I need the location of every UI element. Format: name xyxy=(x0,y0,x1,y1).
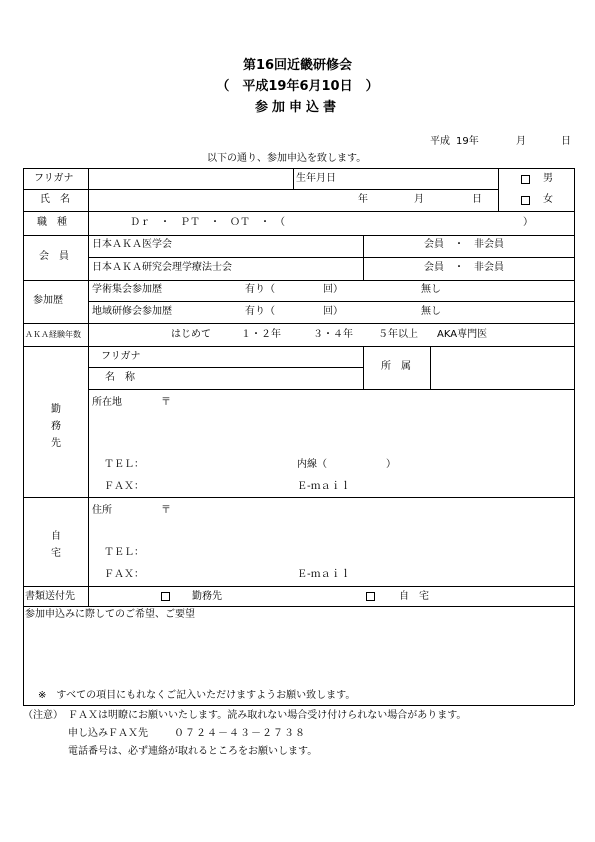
regional-times: 回） xyxy=(323,306,343,317)
work-name-label: 名 称 xyxy=(105,372,135,383)
work-furigana: フリガナ xyxy=(101,351,141,362)
female-checkbox[interactable] xyxy=(521,196,530,205)
member-status-1[interactable]: 会員 ・ 非会員 xyxy=(424,239,504,250)
aka-years-option[interactable]: ５年以上 xyxy=(378,329,418,340)
name-field[interactable] xyxy=(95,191,289,209)
event-date: （ 平成19年6月10日 ） xyxy=(216,79,379,94)
extension-close: ） xyxy=(386,459,396,470)
dest-work-checkbox[interactable] xyxy=(161,592,170,601)
society-2: 日本ＡＫＡ研究会理学療法士会 xyxy=(92,262,232,273)
notice-label: （注意） xyxy=(23,710,63,721)
male-label: 男 xyxy=(543,173,553,184)
academic-history: 学術集会参加歴 xyxy=(92,284,162,295)
participation-label: 参加歴 xyxy=(33,295,63,306)
birth-day: 日 xyxy=(472,194,482,205)
dest-work-label: 勤務先 xyxy=(192,591,222,602)
birthday-label: 生年月日 xyxy=(296,173,336,184)
regional-yes[interactable]: 有り（ xyxy=(245,306,275,317)
work-label: 勤務先 xyxy=(51,404,61,449)
occupation-close: ） xyxy=(523,217,533,228)
home-email-label: Ｅ-ｍａｉｌ xyxy=(297,569,351,580)
requests-field[interactable] xyxy=(26,624,571,684)
form-title: 第16回近畿研修会 xyxy=(242,58,353,73)
requests-label: 参加申込みに際してのご希望、ご要望 xyxy=(25,609,195,620)
work-fax-label: ＦＡＸ： xyxy=(104,481,144,492)
work-tel-label: ＴＥＬ： xyxy=(104,459,144,470)
home-label: 自宅 xyxy=(51,531,61,559)
home-postal-mark: 〒 xyxy=(161,505,171,516)
regional-none[interactable]: 無し xyxy=(421,306,441,317)
work-postal-mark: 〒 xyxy=(161,397,171,408)
furigana-field[interactable] xyxy=(95,170,289,188)
male-checkbox[interactable] xyxy=(521,175,530,184)
birth-year: 年 xyxy=(358,194,368,205)
academic-none[interactable]: 無し xyxy=(421,284,441,295)
member-label: 会 員 xyxy=(39,251,69,262)
member-status-2[interactable]: 会員 ・ 非会員 xyxy=(424,262,504,273)
phone-note: 電話番号は、必ず連絡が取れるところをお願いします。 xyxy=(68,746,318,757)
doc-dest-label: 書類送付先 xyxy=(25,591,75,602)
aka-years-option[interactable]: １・２年 xyxy=(241,329,281,340)
date-era: 平成 xyxy=(430,136,450,147)
dest-home-label: 自 宅 xyxy=(399,591,429,602)
society-1: 日本ＡＫＡ医学会 xyxy=(92,239,172,250)
notice-text: ＦＡＸは明瞭にお願いいたします。読み取れない場合受け付けられない場合があります。 xyxy=(68,710,467,721)
extension-label: 内線（ xyxy=(297,459,327,470)
furigana-label: フリガナ xyxy=(34,173,74,184)
dest-home-checkbox[interactable] xyxy=(366,592,375,601)
home-address-label: 住所 xyxy=(92,505,112,516)
academic-yes[interactable]: 有り（ xyxy=(245,284,275,295)
aka-years-label: ＡＫＡ経験年数 xyxy=(25,330,81,339)
occupation-options[interactable]: Ｄｒ ・ ＰＴ ・ ＯＴ ・ （ xyxy=(130,217,285,228)
fax-number: ０７２４－４３－２７３８ xyxy=(174,728,306,739)
home-tel-label: ＴＥＬ： xyxy=(104,547,144,558)
date-year: 19年 xyxy=(456,136,479,147)
academic-times: 回） xyxy=(323,284,343,295)
affiliation-label: 所 属 xyxy=(381,361,411,372)
home-fax-label: ＦＡＸ： xyxy=(104,569,144,580)
work-address-label: 所在地 xyxy=(92,397,122,408)
fax-dest-label: 申し込みＦＡＸ先 xyxy=(68,728,148,739)
occupation-label: 職 種 xyxy=(37,217,67,228)
date-day: 日 xyxy=(561,136,571,147)
aka-years-option[interactable]: はじめて xyxy=(171,329,211,340)
birth-month: 月 xyxy=(414,194,424,205)
aka-years-option[interactable]: AKA専門医 xyxy=(437,329,488,340)
name-label: 氏 名 xyxy=(40,194,70,205)
application-title: 参加申込書 xyxy=(254,100,340,115)
aka-years-option[interactable]: ３・４年 xyxy=(313,329,353,340)
date-month: 月 xyxy=(516,136,526,147)
female-label: 女 xyxy=(543,194,553,205)
regional-history: 地域研修会参加歴 xyxy=(92,306,172,317)
completion-note: ※ すべての項目にもれなくご記入いただけますようお願い致します。 xyxy=(38,690,356,701)
intro-text: 以下の通り、参加申込を致します。 xyxy=(207,153,367,164)
work-email-label: Ｅ-ｍａｉｌ xyxy=(297,481,351,492)
